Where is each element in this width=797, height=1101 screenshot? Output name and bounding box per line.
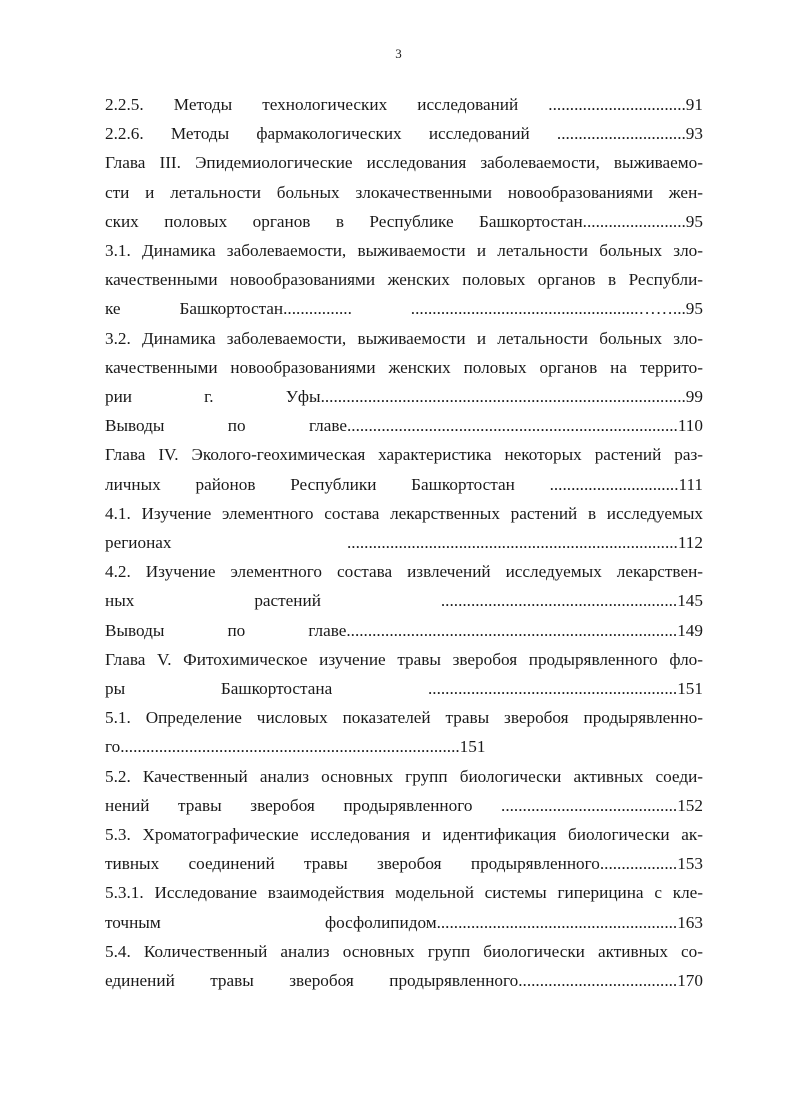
toc-line: рии г. Уфы.....................................................................................99 [105,387,703,407]
toc-line: тивных соединений травы зверобоя продырявленного..................153 [105,854,703,874]
toc-line: ских половых органов в Республике Башкортостан........................95 [105,211,703,231]
toc-entry [105,616,703,645]
toc-line: сти и летальности больных злокачественными новообразованиями жен- [105,182,703,202]
toc-line: качественными новообразованиями женских половых органов в Республи- [105,270,703,290]
toc-line: 2.2.5. Методы технологических исследований ................................91 [105,95,703,114]
toc-line: 5.3.1. Исследование взаимодействия модельной системы гиперицина с кле- [105,883,703,903]
toc-entry [105,645,703,703]
toc-line: 5.3. Хроматографические исследования и идентификация биологически ак- [105,825,703,845]
toc-entry [105,557,703,615]
toc-entry [105,148,703,236]
toc-line: Глава IV. Эколого-геохимическая характеристика некоторых растений раз- [105,445,703,465]
toc-entry [105,440,703,498]
toc-line: 3.2. Динамика заболеваемости, выживаемости и летальности больных зло- [105,328,703,348]
toc-line: ке Башкортостан................ .....................................................……...95 [105,299,703,319]
toc-line: Глава III. Эпидемиологические исследования заболеваемости, выживаемо- [105,153,703,173]
toc-entry [105,937,703,995]
toc-line: 4.2. Изучение элементного состава извлечений исследуемых лекарствен- [105,562,703,582]
toc-entry [105,119,703,148]
toc-line: 5.2. Качественный анализ основных групп биологически активных соеди- [105,766,703,786]
page-number: 3 [395,46,402,61]
toc-line: 4.1. Изучение элементного состава лекарственных растений в исследуемых [105,503,703,523]
toc-entry [105,703,703,761]
toc-line: единений травы зверобоя продырявленного.....................................170 [105,971,703,991]
toc-entry [105,411,703,440]
toc-line: 3.1. Динамика заболеваемости, выживаемости и летальности больных зло- [105,241,703,261]
toc-line: нений травы зверобоя продырявленного .........................................152 [105,795,703,815]
toc-line: го...............................................................................151 [105,737,486,757]
toc-line: 5.1. Определение числовых показателей травы зверобоя продырявленно- [105,708,703,728]
toc-line: ных растений .......................................................145 [105,591,703,611]
toc-line: личных районов Республики Башкортостан ..............................111 [105,474,703,494]
toc-line: точным фосфолипидом........................................................163 [105,912,703,932]
toc-line: 5.4. Количественный анализ основных групп биологически активных со- [105,941,703,961]
toc-entry [105,762,703,820]
toc-line: регионах .............................................................................112 [105,533,703,553]
table-of-contents [105,90,703,995]
toc-line: Выводы по главе.............................................................................149 [105,620,703,640]
toc-entry [105,324,703,412]
toc-entry [105,90,703,119]
toc-line: Глава V. Фитохимическое изучение травы зверобоя продырявленного фло- [105,649,703,669]
toc-entry [105,499,703,557]
toc-line: 2.2.6. Методы фармакологических исследований ..............................93 [105,124,703,144]
toc-line: качественными новообразованиями женских половых органов на террито- [105,357,703,377]
toc-entry [105,878,703,936]
toc-entry [105,820,703,878]
toc-line: Выводы по главе.............................................................................110 [105,416,703,436]
toc-entry [105,236,703,324]
toc-line: ры Башкортостана ..........................................................151 [105,679,703,699]
